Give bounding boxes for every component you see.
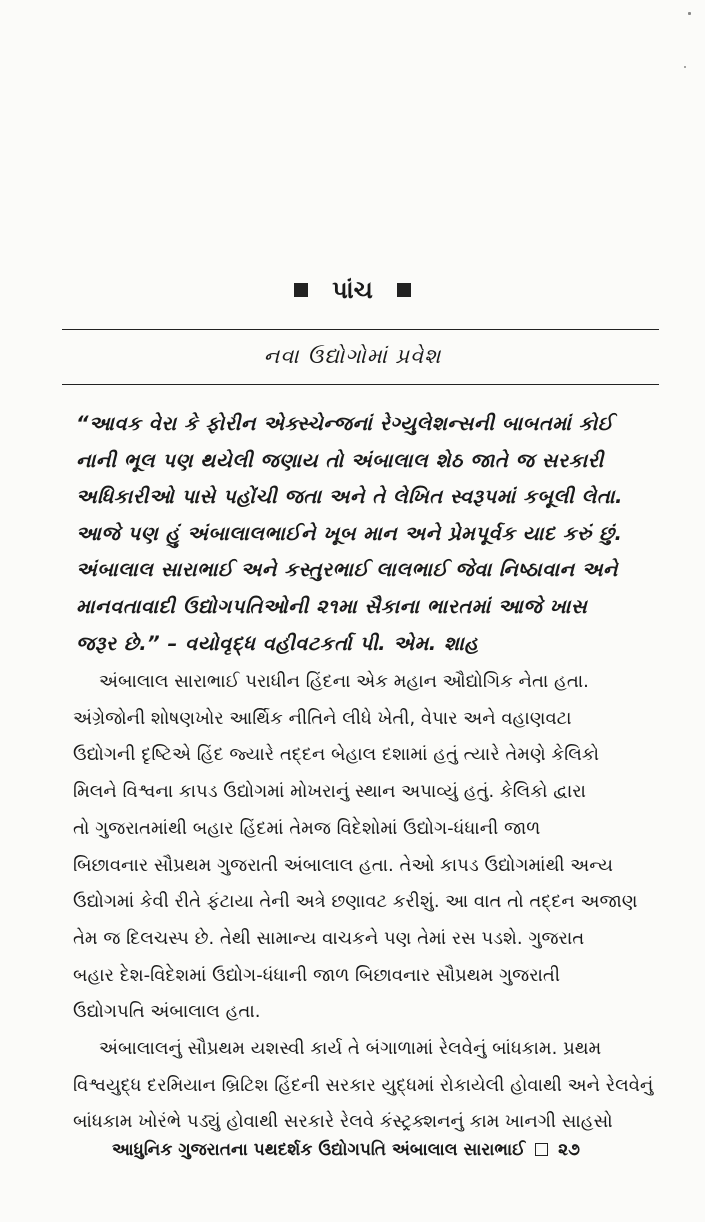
quote-line: “આવક વેરા કે ફોરીન એક્સ્ચેન્જનાં રેગ્યુલેશન્સની બાબતમાં કોઈ	[76, 412, 614, 435]
rule-top	[62, 329, 659, 330]
page-number: ૨૭	[558, 1140, 580, 1160]
paragraph-line: અંબાલાલ સારાભાઈ પરાધીન હિંદના એક મહાન ઔદ્યોગિક નેતા હતા.	[99, 671, 589, 692]
paragraph-line: ઉદ્યોગપતિ અંબાલાલ હતા.	[73, 1001, 261, 1023]
epigraph-quote	[76, 406, 646, 662]
quote-line: અંબાલાલ સારાભાઈ અને કસ્તુરભાઈ લાલભાઈ જેવા નિષ્ઠાવાન અને	[76, 558, 618, 582]
quote-line: અધિકારીઓ પાસે પહોંચી જતા અને તે લેખિત સ્વરૂપમાં કબૂલી લેતા.	[76, 485, 623, 509]
page-footer	[112, 1140, 672, 1160]
paragraph-line: તેમ જ દિલચસ્પ છે. તેથી સામાન્ય વાચકને પણ તેમાં રસ પડશે. ગુજરાત	[73, 927, 585, 949]
quote-line: આજે પણ હું અંબાલાલભાઈને ખૂબ માન અને પ્રેમપૂર્વક યાદ કરું છું.	[76, 521, 623, 545]
print-speck	[684, 66, 686, 68]
paragraph-line: ઉદ્યોગની દૃષ્ટિએ હિંદ જ્યારે તદ્દન બેહાલ દશામાં હતું ત્યારે તેમણે કેલિકો	[73, 744, 600, 766]
body-text	[73, 664, 655, 1141]
paragraph-line: બાંધકામ ખોરંભે પડ્યું હોવાથી સરકારે રેલવે કંસ્ટ્રક્શનનું કામ ખાનગી સાહસો	[73, 1111, 613, 1133]
quote-line: જરૂર છે.” – વયોવૃદ્ધ વહીવટકર્તા પી. એમ. શાહ	[76, 631, 479, 655]
paragraph-line: બિછાવનાર સૌપ્રથમ ગુજરાતી અંબાલાલ હતા. તેઓ કાપડ ઉદ્યોગમાંથી અન્ય	[73, 854, 614, 876]
square-bullet-icon	[294, 283, 308, 297]
quote-line: માનવતાવાદી ઉદ્યોગપતિઓની ૨૧મા સૈકાના ભારતમાં આજે ખાસ	[76, 594, 588, 618]
running-title: આધુનિક ગુજરાતના પથદર્શક ઉદ્યોગપતિ અંબાલાલ સારાભાઈ	[112, 1140, 526, 1160]
paragraph-line: અંબાલાલનું સૌપ્રથમ યશસ્વી કાર્ય તે બંગાળામાં રેલવેનું બાંધકામ. પ્રથમ	[99, 1038, 602, 1060]
quote-line: નાની ભૂલ પણ થયેલી જણાય તો અંબાલાલ શેઠ જાતે જ સરકારી	[76, 448, 604, 472]
print-speck	[688, 12, 691, 15]
paragraph-line: તો ગુજરાતમાંથી બહાર હિંદમાં તેમજ વિદેશોમાં ઉદ્યોગ-ધંધાની જાળ	[73, 817, 541, 839]
rule-bottom	[62, 384, 659, 385]
square-outline-icon	[535, 1143, 548, 1156]
paragraph-line: અંગ્રેજોની શોષણખોર આર્થિક નીતિને લીધે ખેતી, વેપાર અને વહાણવટા	[73, 707, 572, 729]
chapter-title: નવા ઉદ્યોગોમાં પ્રવેશ	[263, 344, 442, 368]
square-bullet-icon	[397, 283, 411, 297]
chapter-heading	[0, 276, 705, 304]
chapter-number: પાંચ	[332, 276, 373, 304]
paragraph-line: બહાર દેશ-વિદેશમાં ઉદ્યોગ-ધંધાની જાળ બિછાવનાર સૌપ્રથમ ગુજરાતી	[73, 964, 560, 986]
paragraph-line: ઉદ્યોગમાં કેવી રીતે ફંટાયા તેની અત્રે છણાવટ કરીશું. આ વાત તો તદ્દન અજાણ	[73, 891, 638, 913]
paragraph-line: મિલને વિશ્વના કાપડ ઉદ્યોગમાં મોખરાનું સ્થાન અપાવ્યું હતું. કેલિકો દ્વારા	[73, 781, 586, 803]
paragraph-line: વિશ્વયુદ્ધ દરમિયાન બ્રિટિશ હિંદની સરકાર યુદ્ધમાં રોકાયેલી હોવાથી અને રેલવેનું	[73, 1074, 654, 1096]
